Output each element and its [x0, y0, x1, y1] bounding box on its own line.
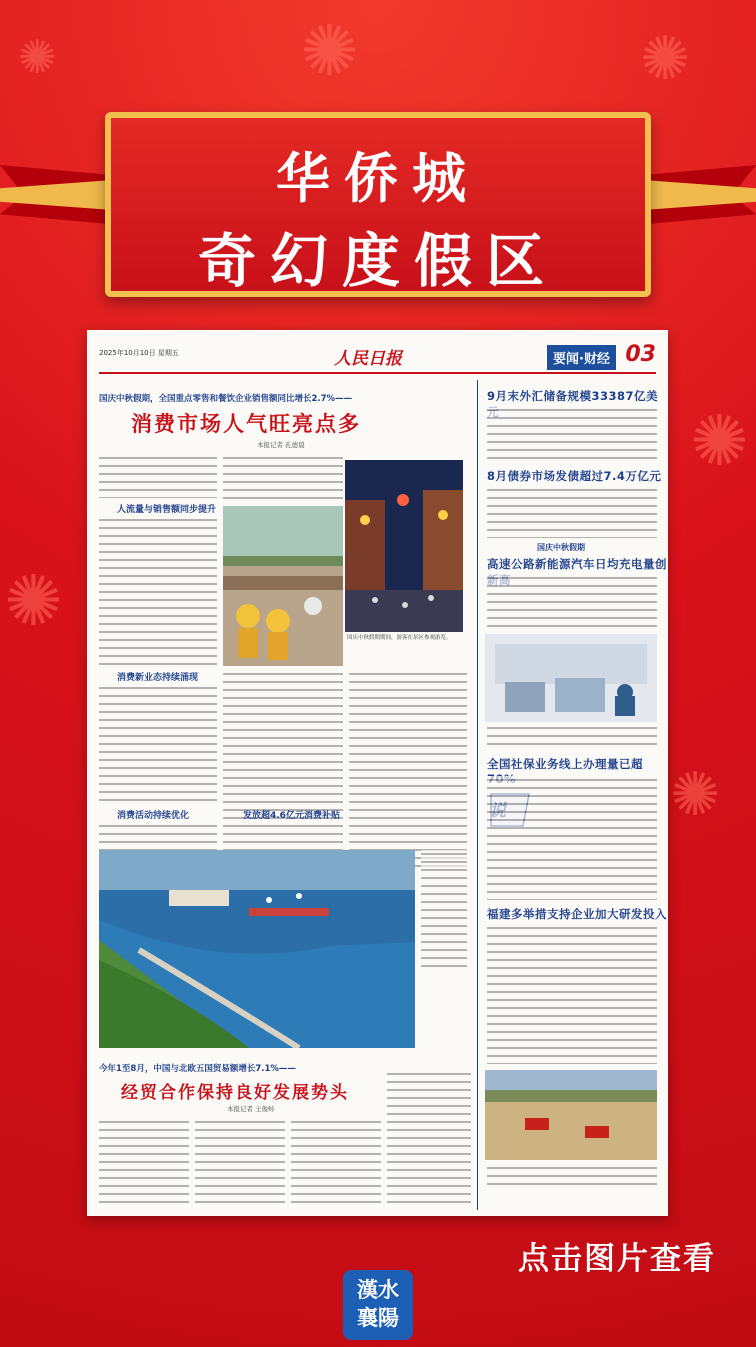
- right-headline: 全国社保业务线上办理量已超: [487, 757, 643, 771]
- column-divider: [477, 380, 478, 1210]
- article-text: [487, 924, 657, 1064]
- article-headline: 消费市场人气旺亮点多: [131, 411, 361, 436]
- article-subhead: 消费新业态持续涌现: [117, 673, 199, 683]
- article-subhead: 人流量与销售额同步提升: [117, 505, 217, 515]
- title-banner: [105, 112, 651, 297]
- view-image-cta[interactable]: 点击图片查看: [518, 1241, 716, 1277]
- article-text: [349, 670, 467, 870]
- article-kicker: 今年1至8月，中国与北欧五国贸易额增长7.1%——: [99, 1064, 296, 1074]
- article-subhead: 发放超4.6亿元消费补贴: [243, 811, 340, 821]
- factory-photo[interactable]: [485, 634, 657, 722]
- firework-icon: ✺: [670, 760, 721, 830]
- right-headline: 8月债券市场发债超过7.4万亿元: [487, 469, 662, 483]
- article-text: [99, 516, 217, 666]
- article-text: [99, 454, 217, 498]
- firework-icon: ✺: [18, 30, 57, 84]
- article-text: [99, 1118, 189, 1208]
- article-text: [223, 454, 343, 502]
- right-headline: 高速公路新能源汽车日均充电量创: [487, 557, 667, 571]
- right-tag: 国庆中秋假期: [537, 543, 585, 552]
- photo-caption: 国庆中秋假期期间，游客在景区参观游览。: [347, 635, 452, 641]
- article-byline: 本报记者 王俊岭: [227, 1105, 275, 1113]
- section-label: 要闻·财经: [547, 345, 616, 370]
- article-byline: 本报记者 孔德晨: [257, 441, 305, 449]
- article-subhead: 消费活动持续优化: [117, 811, 190, 821]
- page-number: 03: [625, 342, 656, 367]
- article-text: [223, 670, 343, 870]
- farm-harvest-photo[interactable]: [485, 1070, 657, 1160]
- article-text: [487, 486, 657, 538]
- logo-line1: 漢水: [357, 1277, 399, 1302]
- banner-title-line1: 华侨城: [276, 147, 480, 210]
- article-kicker: 国庆中秋假期，全国重点零售和餐饮企业销售额同比增长2.7%——: [99, 394, 353, 404]
- firework-icon: ✺: [690, 400, 749, 482]
- logo-line2: 襄陽: [357, 1305, 399, 1330]
- hanshui-xiangyang-logo: [343, 1270, 413, 1340]
- article-text: [387, 1070, 471, 1208]
- article-text: [195, 1118, 285, 1208]
- banner-title-line2: 奇幻度假区: [197, 227, 558, 295]
- article-text: [487, 574, 657, 630]
- newspaper-logo: 人民日报: [334, 349, 402, 369]
- photo-caption-text: [421, 850, 467, 970]
- article-headline: 经贸合作保持良好发展势头: [121, 1083, 349, 1103]
- street-crowd-photo[interactable]: [223, 506, 343, 666]
- article-text: [487, 406, 657, 464]
- masthead-date: 2025年10月10日 星期五: [99, 349, 179, 357]
- right-headline: 福建多举措支持企业加大研发投入: [487, 907, 667, 921]
- article-text: [487, 776, 657, 900]
- article-text: [99, 684, 217, 804]
- masthead: [99, 342, 656, 374]
- night-street-photo[interactable]: [345, 460, 463, 632]
- firework-icon: ✺: [4, 560, 63, 642]
- right-headline: 9月末外汇储备规模33387亿美: [487, 389, 659, 403]
- article-text: [291, 1118, 381, 1208]
- newspaper-page[interactable]: [87, 330, 668, 1216]
- lakeside-park-photo[interactable]: [99, 850, 415, 1048]
- photo-caption-text: [487, 724, 657, 750]
- photo-caption-text: [487, 1164, 657, 1190]
- firework-icon: ✺: [300, 10, 359, 92]
- firework-icon: ✺: [640, 24, 691, 94]
